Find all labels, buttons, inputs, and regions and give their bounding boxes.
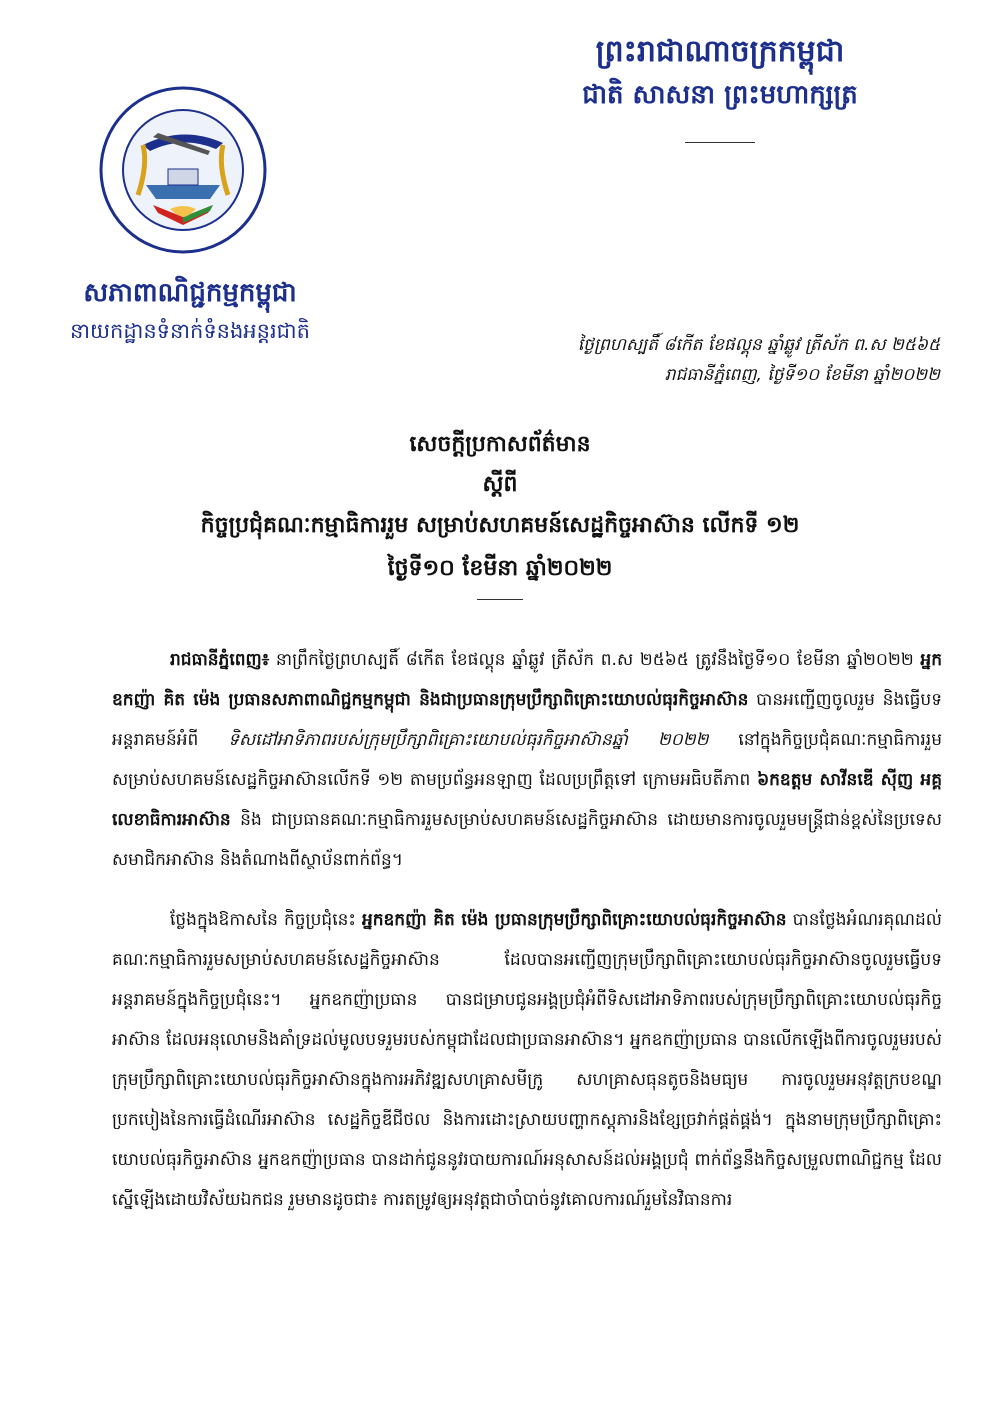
p1-text-3: នៅក្នុងកិច្ចប្រជុំគណៈកម្មាធិការរួមសម្រាប់សហគមន៍សេដ្ឋកិច្ចអាស៊ានលើកទី ១២ តាមប្រព័ន្ធអនឡាញ ដែលប្រព្រឹត្តទៅ ក្រោមអធិបតីភាព (112, 730, 942, 790)
title-line-3: កិច្ចប្រជុំគណៈកម្មាធិការរួម សម្រាប់សហគមន៍សេដ្ឋកិច្ចអាស៊ាន លើកទី ១២ (200, 513, 800, 538)
p2-text-1: ថ្លែងក្នុងឱកាសនៃ កិច្ចប្រជុំនេះ (170, 910, 362, 930)
paragraph-1 (112, 640, 942, 880)
kingdom-motto (500, 30, 940, 143)
organization-name: សភាពាណិជ្ជកម្មកម្ពុជា (83, 278, 297, 308)
solar-date: រាជធានីភ្នំពេញ, ថ្ងៃទី១០ ខែមីនា ឆ្នាំ២០២២ (664, 365, 940, 385)
p1-text-2: បានអញ្ជើញចូលរួម និងធ្វើបទអន្តរាគមន៍អំពី (112, 690, 942, 750)
department-name: នាយកដ្ឋានទំនាក់ទំនងអន្តរជាតិ (70, 319, 310, 343)
dateline: រាជធានីភ្នំពេញ៖ (170, 650, 270, 670)
paragraph-2 (112, 900, 942, 1220)
p1-bold-2: ៦កឧត្តម សាវីនឌើ ស៊ីញ អគ្គលេខាធិការអាស៊ាន (112, 770, 942, 830)
title-line-2: ស្តីពី (482, 472, 518, 497)
title-divider (477, 599, 523, 600)
p1-text-1: នាព្រឹកថ្ងៃព្រហស្បតិ៍ ៨កើត ខែផល្គុន ឆ្នាំឆ្លូវ ត្រីស័ក ព.ស ២៥៦៥ ត្រូវនឹងថ្ងៃទី១០ ខែមីនា ឆ្នាំ២០២២ (269, 650, 921, 670)
motto-divider (685, 142, 755, 143)
p1-italic-1: ទិសដៅអាទិភាពរបស់ក្រុមប្រឹក្សាពិគ្រោះយោបល់ធុរកិច្ចអាស៊ានឆ្នាំ ២០២២ (228, 730, 709, 750)
lunar-date: ថ្ងៃព្រហស្បតិ៍ ៨កើត ខែផល្គុន ឆ្នាំឆ្លូវ ត្រីស័ក ព.ស ២៥៦៥ (577, 335, 940, 355)
kingdom-name: ព្រះរាជាណាចក្រកម្ពុជា (595, 34, 845, 69)
title-line-1: សេចក្តីប្រកាសព័ត៌មាន (409, 432, 591, 457)
title-line-4: ថ្ងៃទី១០ ខែមីនា ឆ្នាំ២០២២ (387, 556, 613, 581)
document-title (60, 425, 940, 600)
chamber-of-commerce-seal-icon (98, 85, 268, 255)
p1-text-4: និង ជាប្រធានគណៈកម្មាធិការរួមសម្រាប់សហគមន៍សេដ្ឋកិច្ចអាស៊ាន ដោយមានការចូលរួមមន្រ្តីជាន់ខ្ពស់នៃប្រទេសសមាជិកអាស៊ាន និងតំណាងពីស្ថាប័នពាក់ព័ន្ធ។ (112, 810, 942, 870)
p2-text-2: បានថ្លែងអំណរគុណដល់ គណៈកម្មាធិការរួមសម្រាប់សហគមន៍សេដ្ឋកិច្ចអាស៊ាន ដែលបានអញ្ជើញក្រុមប្រឹក្សាពិគ្រោះយោបល់ធុរកិច្ចអាស៊ានចូលរួមធ្វើបទអន្តរាគមន៍ក្នុងកិច្ចប្រជុំនេះ។ អ្នកឧកញ៉ាប្រធាន បានជម្រាបជូនអង្គប្រជុំអំពីទិសដៅអាទិភាពរបស់ក្រុមប្រឹក្សាពិគ្រោះយោបល់ធុរកិច្ចអាស៊ាន ដែលអនុលោមនិងគាំទ្រដល់មូលបទរួមរបស់កម្ពុជាដែលជាប្រធានអាស៊ាន។ អ្នកឧកញ៉ាប្រធាន បានលើកឡើងពីការចូលរួមរបស់ក្រុមប្រឹក្សាពិគ្រោះយោបល់ធុរកិច្ចអាស៊ានក្នុងការអភិវឌ្ឍសហគ្រាសមីក្រូ សហគ្រាសធុនតូចនិងមធ្យម ការចូលរួមអនុវត្តក្របខណ្ឌប្រកបៀងនៃការធ្វើដំណើរអាស៊ាន សេដ្ឋកិច្ចឌីជីថល និងការដោះស្រាយបញ្ហាកស្តុភារនិងខ្សែច្រវាក់ផ្គត់ផ្គង់។ ក្នុងនាមក្រុមប្រឹក្សាពិគ្រោះយោបល់ធុរកិច្ចអាស៊ាន អ្នកឧកញ៉ាប្រធាន បានដាក់ជូននូវរបាយការណ៍អនុសាសន៍ដល់អង្គប្រជុំ ពាក់ព័ន្ធនឹងកិច្ចសម្រួលពាណិជ្ជកម្ម ដែលស្នើឡើងដោយវិស័យឯកជន រួមមានដូចជា៖ ការតម្រូវឲ្យអនុវត្តជាចាំបាច់នូវគោលការណ៍រួមនៃវិធានការ (112, 910, 942, 1210)
p1-bold-1: អ្នកឧកញ៉ា គិត ម៉េង ប្រធានសភាពាណិជ្ជកម្មកម្ពុជា និងជាប្រធានក្រុមប្រឹក្សាពិគ្រោះយោបល់ធុរកិច្ចអាស៊ាន (112, 650, 942, 710)
national-motto: ជាតិ សាសនា ព្រះមហាក្សត្រ (582, 80, 858, 110)
document-date (510, 330, 940, 390)
issuing-organization (40, 272, 340, 348)
document-body (112, 640, 942, 1240)
p2-bold-1: អ្នកឧកញ៉ា គិត ម៉េង ប្រធានក្រុមប្រឹក្សាពិគ្រោះយោបល់ធុរកិច្ចអាស៊ាន (361, 910, 787, 930)
